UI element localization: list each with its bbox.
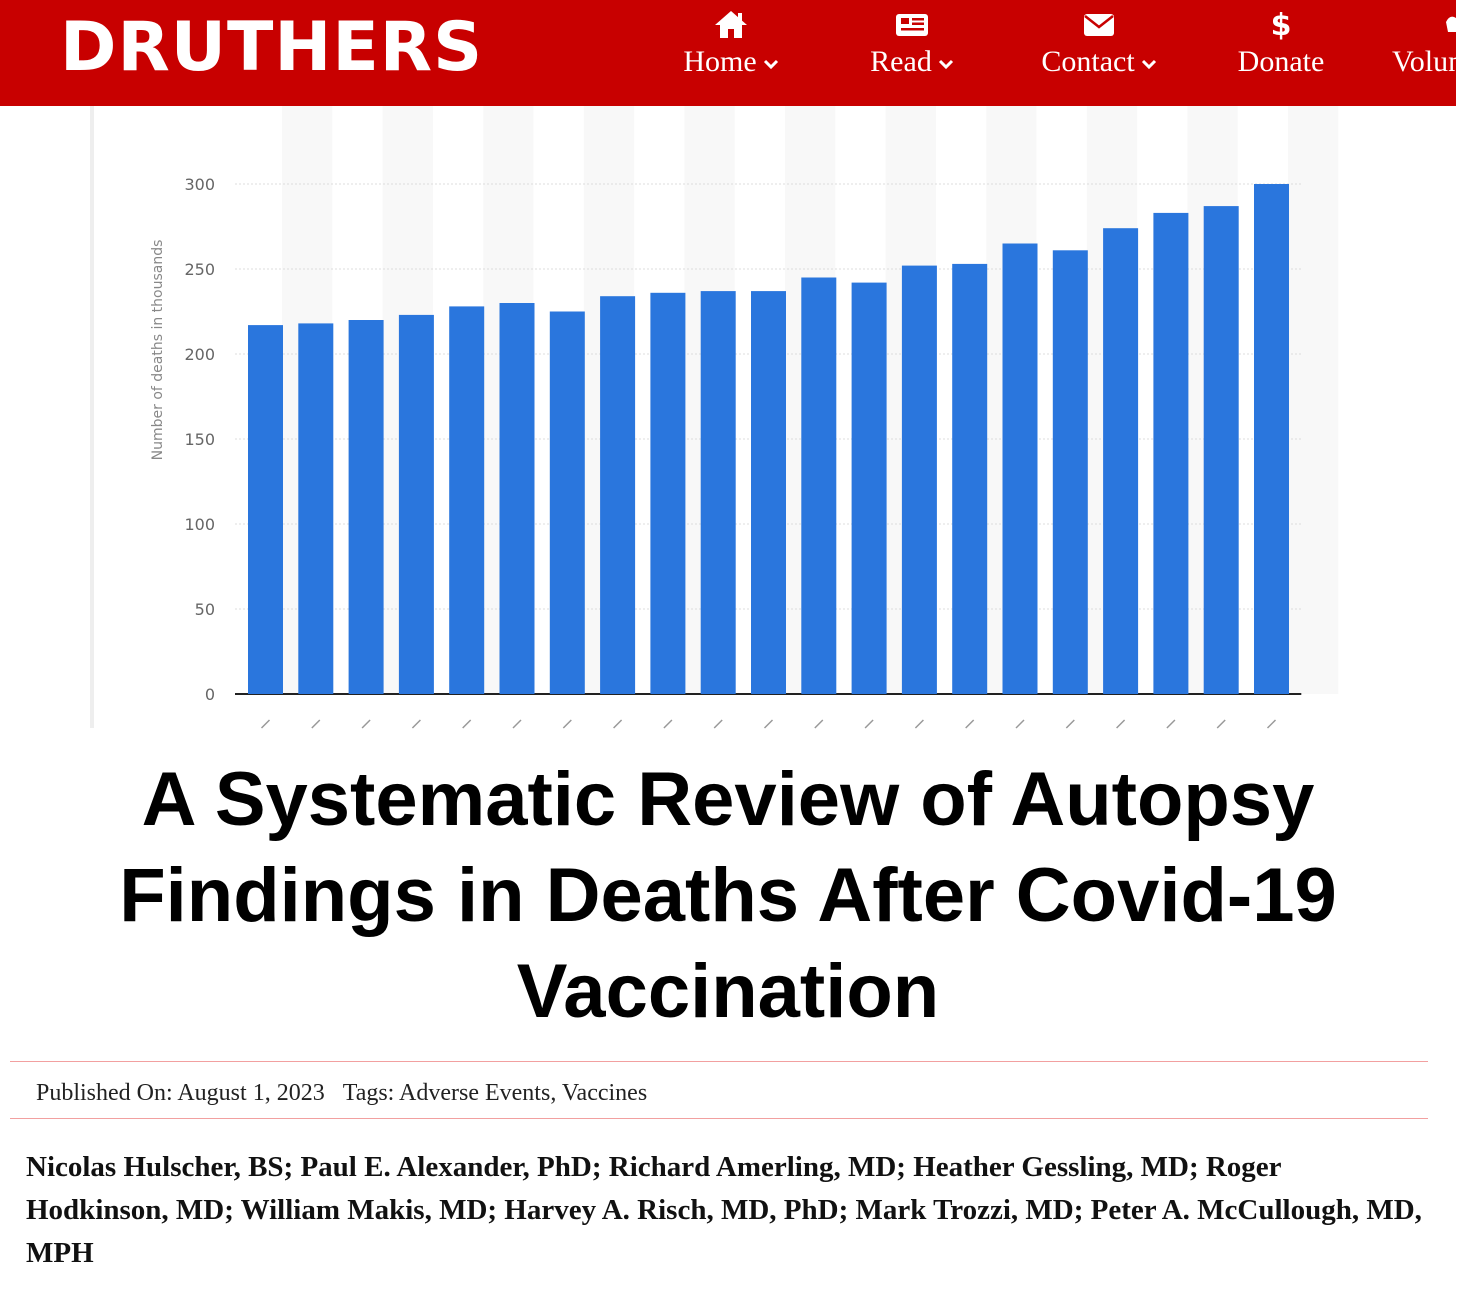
x-tick-fragment	[262, 720, 270, 728]
x-tick-fragment	[865, 720, 873, 728]
x-tick-fragment	[362, 720, 370, 728]
nav-volunteer[interactable]	[1392, 8, 1482, 98]
nav-donate-label: Donate	[1237, 45, 1325, 78]
x-tick-fragment	[312, 720, 320, 728]
x-tick-fragment	[1268, 720, 1276, 728]
chart-bar	[650, 293, 685, 694]
y-tick-label: 0	[204, 685, 215, 704]
divider-top	[10, 1061, 1428, 1062]
x-tick-fragment	[563, 720, 571, 728]
nav-read-label: Read	[870, 45, 932, 78]
nav-contact-label: Contact	[1041, 45, 1135, 78]
y-tick-label: 50	[194, 600, 215, 619]
y-axis-label: Number of deaths in thousands	[150, 239, 166, 461]
chevron-down-icon	[1141, 58, 1157, 70]
chart-bar	[952, 264, 987, 694]
x-tick-fragment	[614, 720, 622, 728]
chart-bar	[1003, 244, 1038, 695]
article-meta	[36, 1073, 647, 1113]
nav-volunteer-label: Volun	[1392, 45, 1464, 78]
nav-contact[interactable]	[1032, 8, 1166, 98]
chart-bar	[550, 312, 585, 695]
x-tick-fragment	[1217, 720, 1225, 728]
nav-read[interactable]	[862, 8, 962, 98]
x-tick-fragment	[463, 720, 471, 728]
chart-left-border	[90, 106, 94, 728]
chart-bar	[600, 296, 635, 694]
chevron-down-icon	[938, 58, 954, 70]
x-tick-fragment	[513, 720, 521, 728]
x-tick-fragment	[1167, 720, 1175, 728]
x-tick-fragment	[664, 720, 672, 728]
x-tick-fragment	[915, 720, 923, 728]
y-tick-label: 200	[184, 345, 215, 364]
chart-bar	[751, 291, 786, 694]
x-tick-fragment	[815, 720, 823, 728]
chart-bar	[1204, 206, 1239, 694]
deaths-bar-chart	[0, 106, 1456, 728]
x-tick-fragment	[1016, 720, 1024, 728]
home-icon	[676, 8, 786, 44]
x-tick-fragment	[1117, 720, 1125, 728]
chevron-down-icon	[763, 58, 779, 70]
dollar-icon: $	[1270, 8, 1292, 43]
chart-svg	[0, 106, 1456, 728]
hand-icon	[1392, 8, 1482, 44]
chart-bar	[298, 323, 333, 694]
chart-bar	[500, 303, 535, 694]
chart-bar	[701, 291, 736, 694]
chart-bar	[1153, 213, 1188, 694]
chart-bar	[852, 283, 887, 694]
chart-bar	[1254, 184, 1289, 694]
nav-home[interactable]	[676, 8, 786, 98]
chart-bar	[399, 315, 434, 694]
x-tick-fragment	[412, 720, 420, 728]
nav-donate[interactable]	[1232, 8, 1330, 98]
x-tick-fragment	[966, 720, 974, 728]
chart-bar	[449, 306, 484, 694]
author-list: Nicolas Hulscher, BS; Paul E. Alexander, PhD; Richard Amerling, MD; Heather Gessling, MD; Roger Hodkinson, MD; William Makis, MD; Harvey A. Risch, MD, PhD; Mark Trozzi, MD; Peter A. McCullough, MD, MPH	[26, 1151, 1422, 1269]
site-logo[interactable]: DRUTHERS	[60, 8, 484, 87]
y-tick-label: 250	[184, 260, 215, 279]
x-tick-fragment	[765, 720, 773, 728]
envelope-icon	[1032, 8, 1166, 44]
y-tick-label: 300	[184, 175, 215, 194]
article-title: A Systematic Review of Autopsy Findings in Deaths After Covid-19 Vaccination	[119, 757, 1337, 1034]
y-tick-label: 100	[184, 515, 215, 534]
chart-bar	[1103, 228, 1138, 694]
article-tags[interactable]: Tags: Adverse Events, Vaccines	[342, 1080, 648, 1106]
chart-bar	[1053, 250, 1088, 694]
chart-bar	[801, 278, 836, 695]
x-tick-fragment	[1066, 720, 1074, 728]
chart-band	[1288, 106, 1338, 694]
x-tick-fragment	[714, 720, 722, 728]
chart-bar	[902, 266, 937, 694]
nav-home-label: Home	[683, 45, 757, 78]
chart-bar	[248, 325, 283, 694]
y-tick-label: 150	[184, 430, 215, 449]
published-date: Published On: August 1, 2023	[36, 1080, 325, 1106]
divider-bottom	[10, 1118, 1428, 1119]
site-header	[0, 0, 1464, 106]
chart-bar	[349, 320, 384, 694]
newspaper-icon	[862, 8, 962, 44]
